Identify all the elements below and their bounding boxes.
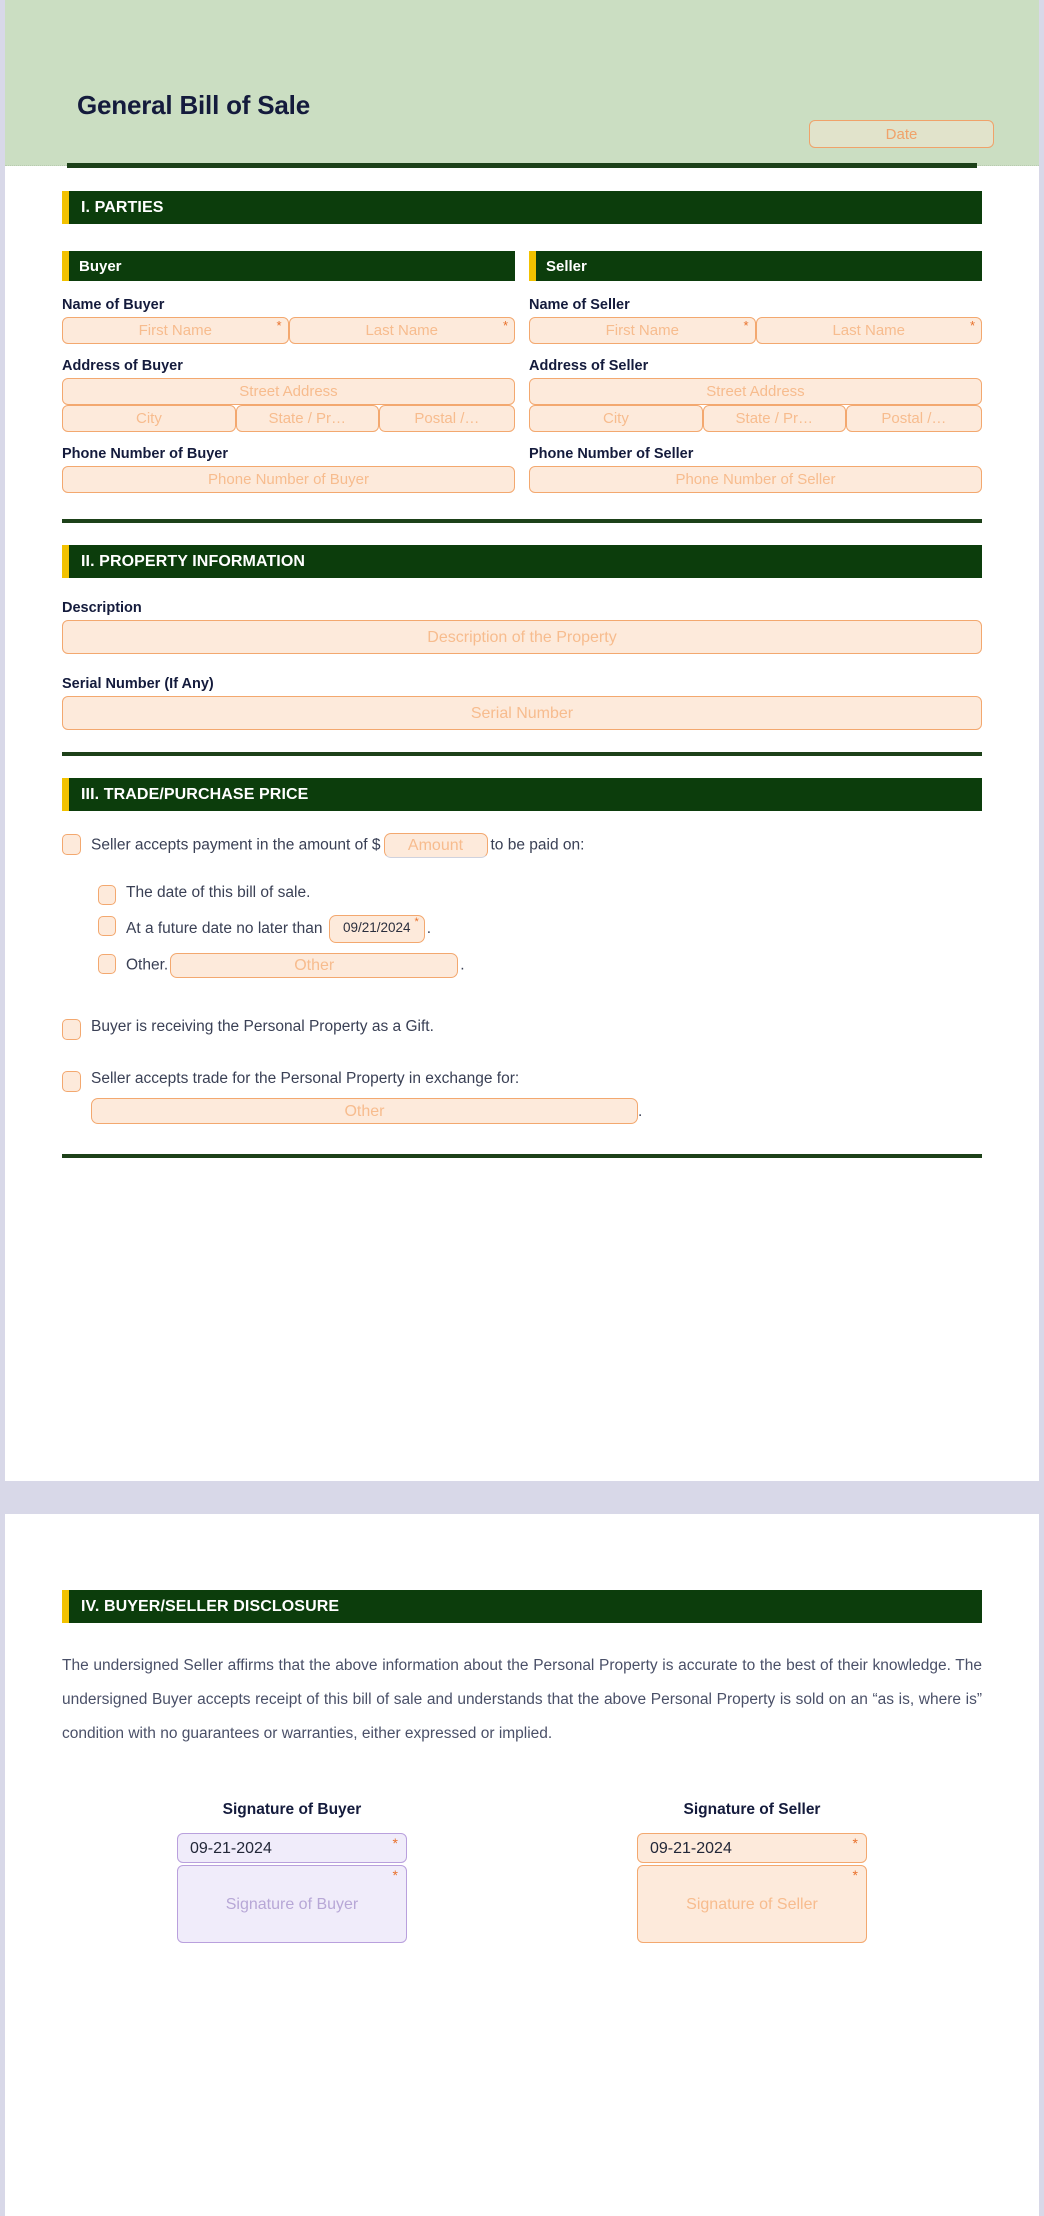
section-label-price: III. TRADE/PURCHASE PRICE	[81, 785, 309, 803]
option-trade[interactable]	[62, 1070, 982, 1092]
disclosure-body	[62, 1649, 982, 1751]
checkbox-bill-date[interactable]	[98, 885, 116, 905]
buyer-address-label: Address of Buyer	[62, 358, 183, 374]
seller-phone-input[interactable]: Phone Number of Seller	[529, 466, 982, 493]
trade-other-period: .	[638, 1103, 643, 1120]
seller-signature-title: Signature of Seller	[683, 1801, 821, 1819]
buyer-signature-placeholder: Signature of Buyer	[225, 1896, 359, 1914]
option-seller-accepts-payment[interactable]	[62, 833, 982, 858]
section-header-parties	[62, 191, 982, 224]
future-date-period: .	[426, 920, 432, 938]
option-gift[interactable]	[62, 1018, 982, 1040]
subsection-label-seller: Seller	[546, 257, 587, 275]
option-other-payment-text	[126, 953, 465, 978]
other-payment-input[interactable]: Other	[170, 953, 458, 978]
seller-name-row	[529, 317, 982, 344]
checkbox-gift[interactable]	[62, 1019, 81, 1040]
page-title: General Bill of Sale	[77, 90, 310, 120]
future-date-value: 09/21/2024	[342, 920, 411, 935]
signature-section	[62, 1751, 982, 1943]
seller-signature-date-input[interactable]	[637, 1833, 867, 1863]
seller-signature-placeholder: Signature of Seller	[686, 1896, 818, 1914]
trade-purchase-price-body	[62, 811, 982, 1124]
required-asterisk: *	[743, 318, 749, 333]
buyer-signature-title: Signature of Buyer	[222, 1801, 362, 1819]
seller-last-name-input[interactable]	[756, 317, 983, 344]
buyer-signature-date-value: 09-21-2024	[190, 1840, 272, 1858]
document-page-2	[0, 1514, 1044, 2216]
option-trade-label: Seller accepts trade for the Personal Property in exchange for:	[91, 1070, 520, 1087]
required-asterisk: *	[276, 318, 282, 333]
buyer-city-state-zip-row	[62, 405, 515, 432]
page-break-separator	[0, 1481, 1044, 1514]
property-serial-label: Serial Number (If Any)	[62, 676, 214, 692]
section-label-property: II. PROPERTY INFORMATION	[81, 552, 306, 570]
required-asterisk: *	[852, 1867, 858, 1884]
required-asterisk: *	[414, 916, 419, 928]
buyer-signature-stack	[177, 1833, 407, 1943]
property-serial-input[interactable]: Serial Number	[62, 696, 982, 730]
buyer-signature-date-input[interactable]	[177, 1833, 407, 1863]
checkbox-seller-accepts-payment[interactable]	[62, 834, 81, 855]
buyer-signature-pad[interactable]	[177, 1865, 407, 1943]
section-header-disclosure	[62, 1590, 982, 1623]
buyer-phone-input[interactable]: Phone Number of Buyer	[62, 466, 515, 493]
buyer-postal-input[interactable]: Postal /…	[379, 405, 515, 432]
property-description-input[interactable]: Description of the Property	[62, 620, 982, 654]
option-bill-date-label: The date of this bill of sale.	[126, 884, 311, 901]
subsection-header-seller	[529, 251, 982, 281]
buyer-phone-label: Phone Number of Buyer	[62, 446, 228, 462]
section-label-disclosure: IV. BUYER/SELLER DISCLOSURE	[81, 1597, 340, 1615]
trade-other-input[interactable]: Other	[91, 1098, 638, 1124]
seller-last-name-placeholder: Last Name	[832, 322, 906, 339]
payment-timing-options	[62, 858, 982, 978]
seller-signature-stack	[637, 1833, 867, 1943]
buyer-first-name-input[interactable]	[62, 317, 289, 344]
header-divider-rule	[67, 163, 977, 168]
property-description-label: Description	[62, 600, 142, 616]
buyer-city-input[interactable]: City	[62, 405, 236, 432]
option-gift-label: Buyer is receiving the Personal Property as a Gift.	[91, 1018, 434, 1035]
seller-phone-label: Phone Number of Seller	[529, 446, 694, 462]
subsection-header-buyer	[62, 251, 515, 281]
date-input[interactable]: Date	[809, 120, 994, 148]
payment-text-after: to be paid on:	[490, 836, 585, 854]
property-information-body	[62, 600, 982, 730]
option-future-date-text	[126, 915, 431, 943]
buyer-column	[62, 251, 515, 493]
buyer-name-row	[62, 317, 515, 344]
buyer-first-name-placeholder: First Name	[138, 322, 212, 339]
payment-text-before: Seller accepts payment in the amount of $	[91, 836, 381, 854]
section-label-parties: I. PARTIES	[81, 198, 164, 216]
seller-column	[529, 251, 982, 493]
section-header-price	[62, 778, 982, 811]
seller-street-input[interactable]: Street Address	[529, 378, 982, 405]
seller-city-input[interactable]: City	[529, 405, 703, 432]
option-other-payment[interactable]	[98, 953, 982, 978]
spacer	[62, 1040, 982, 1070]
seller-postal-input[interactable]: Postal /…	[846, 405, 982, 432]
future-date-text-before: At a future date no later than	[126, 920, 323, 938]
section-header-property	[62, 545, 982, 578]
buyer-name-label: Name of Buyer	[62, 297, 165, 313]
required-asterisk: *	[392, 1835, 398, 1852]
seller-signature-block	[522, 1801, 982, 1943]
buyer-street-input[interactable]: Street Address	[62, 378, 515, 405]
seller-city-state-zip-row	[529, 405, 982, 432]
other-payment-period: .	[460, 956, 465, 974]
checkbox-trade[interactable]	[62, 1071, 81, 1092]
disclosure-paragraph: The undersigned Seller affirms that the above information about the Personal Property is accurate to the best of their knowledge. The undersigned Buyer accepts receipt of this bill of sale and understands that the above Personal Property is sold on an “as is, where is” condition with no guarantees or warranties, either expressed or implied.	[62, 1657, 982, 1743]
option-seller-accepts-payment-text	[91, 833, 584, 858]
option-future-date[interactable]	[98, 915, 982, 943]
seller-signature-pad[interactable]	[637, 1865, 867, 1943]
seller-first-name-placeholder: First Name	[605, 322, 679, 339]
seller-name-label: Name of Seller	[529, 297, 630, 313]
trade-other-row	[62, 1092, 982, 1124]
buyer-signature-block	[62, 1801, 522, 1943]
required-asterisk: *	[392, 1867, 398, 1884]
seller-address-label: Address of Seller	[529, 358, 649, 374]
parties-columns	[62, 224, 982, 493]
checkbox-other-payment[interactable]	[98, 954, 116, 974]
required-asterisk: *	[969, 318, 975, 333]
option-bill-date[interactable]	[98, 884, 982, 905]
seller-state-input[interactable]: State / Pr…	[703, 405, 846, 432]
seller-signature-date-value: 09-21-2024	[650, 1840, 732, 1858]
buyer-state-input[interactable]: State / Pr…	[236, 405, 379, 432]
other-payment-label: Other.	[126, 956, 169, 974]
future-date-input[interactable]	[329, 915, 425, 943]
buyer-last-name-input[interactable]	[289, 317, 516, 344]
seller-first-name-input[interactable]	[529, 317, 756, 344]
buyer-last-name-placeholder: Last Name	[365, 322, 439, 339]
spacer	[62, 988, 982, 1018]
subsection-label-buyer: Buyer	[79, 257, 122, 275]
required-asterisk: *	[852, 1835, 858, 1852]
checkbox-future-date[interactable]	[98, 916, 116, 936]
section-divider-rule	[62, 1154, 982, 1158]
required-asterisk: *	[502, 318, 508, 333]
payment-amount-input[interactable]: Amount	[384, 833, 488, 858]
document-header-banner	[5, 0, 1039, 166]
